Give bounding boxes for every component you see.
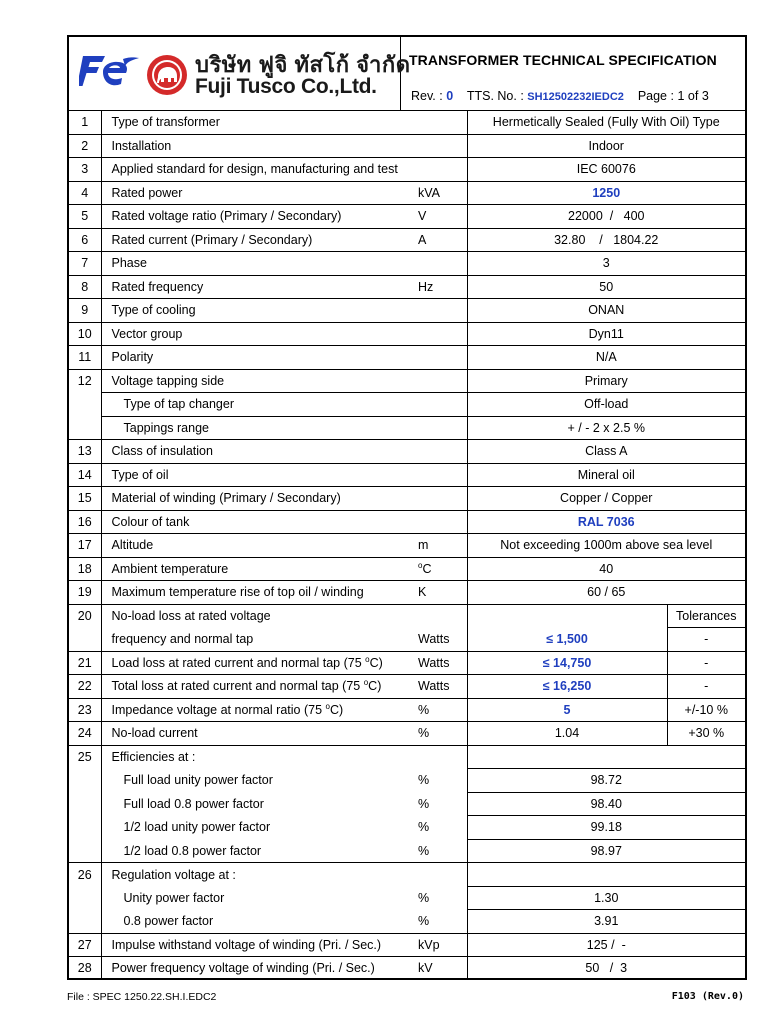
row-unit: % [417, 910, 467, 934]
table-row [69, 463, 745, 487]
row-unit [417, 346, 467, 370]
row-value: Off-load [467, 393, 745, 417]
row-unit [417, 158, 467, 182]
row-tolerance: - [667, 651, 745, 675]
table-row [69, 252, 745, 276]
unit-text: C [422, 561, 432, 576]
row-description: Impulse withstand voltage of winding (Pri. / Sec.) [101, 933, 417, 957]
row-description: 1/2 load unity power factor [123, 820, 271, 835]
row-number: 14 [69, 463, 101, 487]
table-row [69, 628, 745, 652]
row-tolerance: +30 % [667, 722, 745, 746]
row-description: 0.8 power factor [123, 914, 214, 928]
row-number [69, 910, 101, 934]
row-unit [417, 369, 467, 393]
no-load-loss-value: ≤ 1,500 [546, 632, 588, 646]
row-description: Maximum temperature rise of top oil / winding [101, 581, 417, 605]
total-loss-value: ≤ 16,250 [467, 675, 667, 699]
row-value: 1.30 [467, 886, 745, 910]
row-unit: A [417, 228, 467, 252]
row-value: Dyn11 [467, 322, 745, 346]
table-row [69, 675, 745, 699]
row-number [69, 393, 101, 417]
row-value: 99.18 [467, 816, 745, 840]
row-number: 12 [69, 369, 101, 393]
row-description: No-load loss at rated voltage [101, 604, 417, 628]
row-value: 50 [467, 275, 745, 299]
row-description: Colour of tank [101, 510, 417, 534]
tts-number: SH12502232IEDC2 [527, 91, 624, 103]
table-row [69, 792, 745, 816]
row-unit: % [417, 698, 467, 722]
row-unit: kVA [417, 181, 467, 205]
spec-sheet [67, 35, 747, 980]
row-description: Phase [101, 252, 417, 276]
row-value: Class A [467, 440, 745, 464]
row-tolerance: - [667, 675, 745, 699]
row-unit: kVp [417, 933, 467, 957]
document-meta [411, 89, 709, 103]
row-number: 9 [69, 299, 101, 323]
desc-text: Load loss at rated current and normal tap (75 [111, 655, 366, 670]
row-unit [417, 863, 467, 887]
footer-form-number: F103 (Rev.0) [671, 991, 744, 1002]
row-unit [417, 487, 467, 511]
tank-colour-value: RAL 7036 [467, 510, 745, 534]
rev-label: Rev. : [411, 89, 443, 103]
row-number: 25 [69, 745, 101, 769]
row-number: 4 [69, 181, 101, 205]
row-value: Copper / Copper [467, 487, 745, 511]
row-number: 22 [69, 675, 101, 699]
table-row [69, 440, 745, 464]
row-description: Regulation voltage at : [101, 863, 417, 887]
table-row [69, 205, 745, 229]
row-unit: Watts [417, 628, 467, 652]
row-value: Primary [467, 369, 745, 393]
row-description [101, 651, 417, 675]
row-description: Voltage tapping side [101, 369, 417, 393]
row-number: 8 [69, 275, 101, 299]
row-description: Class of insulation [101, 440, 417, 464]
table-row [69, 722, 745, 746]
row-description: Material of winding (Primary / Secondary) [101, 487, 417, 511]
row-unit: K [417, 581, 467, 605]
row-description: Full load unity power factor [123, 773, 273, 788]
row-description [101, 698, 417, 722]
row-value: 60 / 65 [467, 581, 745, 605]
row-description: Ambient temperature [101, 557, 417, 581]
row-unit [417, 393, 467, 417]
row-unit: V [417, 205, 467, 229]
row-description: Type of tap changer [101, 393, 417, 417]
table-row [69, 769, 745, 793]
row-value: 98.72 [467, 769, 745, 793]
row-unit [417, 111, 467, 135]
row-number: 20 [69, 604, 101, 628]
row-number: 5 [69, 205, 101, 229]
value-secondary: 1804.22 [613, 232, 659, 247]
table-row [69, 346, 745, 370]
row-number: 10 [69, 322, 101, 346]
row-value: 3.91 [467, 910, 745, 934]
page-of: of [687, 89, 699, 103]
row-unit: % [417, 769, 467, 793]
row-number: 27 [69, 933, 101, 957]
row-unit: % [417, 722, 467, 746]
table-row [69, 910, 745, 934]
tts-label: TTS. No. : [466, 89, 524, 103]
page-separator: : [670, 89, 674, 103]
row-number [69, 792, 101, 816]
row-number: 15 [69, 487, 101, 511]
value-secondary: - [621, 937, 626, 952]
row-description: Type of cooling [101, 299, 417, 323]
tolerances-header: Tolerances [667, 604, 745, 628]
table-row [69, 604, 745, 628]
row-description: Power frequency voltage of winding (Pri. / Sec.) [101, 957, 417, 980]
row-description: Full load 0.8 power factor [123, 796, 264, 811]
table-row [69, 369, 745, 393]
row-value: Hermetically Sealed (Fully With Oil) Type [467, 111, 745, 135]
impedance-value: 5 [467, 698, 667, 722]
row-description [101, 675, 417, 699]
row-description: Rated frequency [101, 275, 417, 299]
row-tolerance: - [667, 628, 745, 652]
table-row [69, 933, 745, 957]
row-description: frequency and normal tap [111, 632, 254, 646]
table-row [69, 111, 745, 135]
row-value: 40 [467, 557, 745, 581]
table-row [69, 745, 745, 769]
row-unit [417, 557, 467, 581]
row-value: + / - 2 x 2.5 % [467, 416, 745, 440]
specification-table [69, 110, 745, 980]
row-description: Rated current (Primary / Secondary) [101, 228, 417, 252]
value-separator: / [609, 209, 614, 224]
row-description: Rated voltage ratio (Primary / Secondary) [101, 205, 417, 229]
table-row [69, 816, 745, 840]
fe-logo-icon [79, 54, 141, 88]
rev-value: 0 [446, 89, 454, 103]
row-description: Vector group [101, 322, 417, 346]
row-unit: % [417, 839, 467, 863]
value-secondary: 3 [620, 961, 628, 976]
row-number [69, 816, 101, 840]
company-name-thai: บริษัท ฟูจิ ทัสโก้ จำกัด [195, 52, 411, 77]
row-value: IEC 60076 [467, 158, 745, 182]
load-loss-value: ≤ 14,750 [467, 651, 667, 675]
row-unit [417, 745, 467, 769]
row-unit: m [417, 534, 467, 558]
row-description: Rated power [101, 181, 417, 205]
row-number: 23 [69, 698, 101, 722]
row-unit [417, 252, 467, 276]
row-unit [417, 604, 467, 628]
row-number: 6 [69, 228, 101, 252]
row-description: Altitude [101, 534, 417, 558]
footer-file-reference: File : SPEC 1250.22.SH.I.EDC2 [67, 991, 217, 1003]
row-unit: Watts [417, 651, 467, 675]
degree-superscript: o [325, 701, 330, 711]
row-number [69, 628, 101, 652]
row-number: 24 [69, 722, 101, 746]
row-description: Polarity [101, 346, 417, 370]
row-unit [417, 134, 467, 158]
row-number: 2 [69, 134, 101, 158]
row-number [69, 769, 101, 793]
value-primary: 125 [586, 937, 608, 952]
row-value [467, 957, 745, 980]
table-row [69, 228, 745, 252]
row-unit: Hz [417, 275, 467, 299]
row-unit [417, 322, 467, 346]
table-row [69, 651, 745, 675]
value-secondary: 400 [623, 209, 645, 224]
row-description: Type of transformer [101, 111, 417, 135]
row-description: Unity power factor [123, 890, 225, 905]
desc-text: Impedance voltage at normal ratio (75 [111, 702, 326, 717]
value-separator: / [599, 232, 603, 247]
value-primary: 32.80 [554, 232, 586, 247]
table-row [69, 534, 745, 558]
value-separator: / [611, 937, 615, 952]
table-row [69, 839, 745, 863]
value-primary: 22000 [568, 209, 603, 224]
row-description: No-load current [101, 722, 417, 746]
row-number: 3 [69, 158, 101, 182]
row-number: 11 [69, 346, 101, 370]
company-logo-area [69, 37, 411, 110]
row-description: Tappings range [101, 416, 417, 440]
degree-superscript: o [365, 654, 370, 664]
table-row [69, 416, 745, 440]
row-tolerance: +/-10 % [667, 698, 745, 722]
desc-text-end: C) [368, 679, 382, 694]
document-title: TRANSFORMER TECHNICAL SPECIFICATION [409, 52, 717, 68]
table-row [69, 557, 745, 581]
document-header [69, 37, 745, 111]
row-description: Applied standard for design, manufacturing and test [101, 158, 417, 182]
row-unit [417, 440, 467, 464]
table-row [69, 581, 745, 605]
table-row [69, 322, 745, 346]
row-unit [417, 299, 467, 323]
row-value [467, 863, 745, 887]
page-current: 1 [677, 89, 685, 103]
table-row [69, 510, 745, 534]
row-number: 13 [69, 440, 101, 464]
row-number: 16 [69, 510, 101, 534]
row-unit: % [417, 792, 467, 816]
table-row [69, 487, 745, 511]
row-number [69, 886, 101, 910]
row-value [467, 604, 667, 628]
row-number: 19 [69, 581, 101, 605]
row-description: Installation [101, 134, 417, 158]
row-value: 3 [467, 252, 745, 276]
row-unit [417, 416, 467, 440]
rated-power-value: 1250 [467, 181, 745, 205]
table-row [69, 181, 745, 205]
row-unit: % [417, 816, 467, 840]
row-value: Mineral oil [467, 463, 745, 487]
row-value [467, 745, 745, 769]
row-value: 98.40 [467, 792, 745, 816]
table-row [69, 299, 745, 323]
table-row [69, 698, 745, 722]
row-number [69, 839, 101, 863]
row-value: 98.97 [467, 839, 745, 863]
row-unit: kV [417, 957, 467, 980]
row-description: 1/2 load 0.8 power factor [123, 843, 262, 858]
row-unit: % [417, 886, 467, 910]
row-number: 1 [69, 111, 101, 135]
desc-text: Total loss at rated current and normal tap (75 [111, 679, 364, 694]
row-value [467, 205, 745, 229]
table-row [69, 158, 745, 182]
row-value: ONAN [467, 299, 745, 323]
table-row [69, 886, 745, 910]
row-value [467, 228, 745, 252]
company-name-english: Fuji Tusco Co.,Ltd. [195, 75, 377, 98]
row-number [69, 416, 101, 440]
table-row [69, 134, 745, 158]
row-description: Efficiencies at : [101, 745, 417, 769]
value-primary: 50 [585, 961, 600, 976]
row-value: 1.04 [467, 722, 667, 746]
row-number: 26 [69, 863, 101, 887]
table-row [69, 863, 745, 887]
row-unit [417, 463, 467, 487]
desc-text-end: C) [329, 702, 344, 717]
row-number: 28 [69, 957, 101, 980]
row-value [467, 933, 745, 957]
page-total: 3 [701, 89, 709, 103]
row-description: Type of oil [101, 463, 417, 487]
row-number: 21 [69, 651, 101, 675]
desc-text-end: C) [369, 655, 383, 670]
row-number: 18 [69, 557, 101, 581]
table-row [69, 393, 745, 417]
table-row [69, 957, 745, 980]
degree-superscript: o [418, 560, 423, 570]
page-label: Page [637, 89, 668, 103]
row-value: Indoor [467, 134, 745, 158]
row-number: 7 [69, 252, 101, 276]
row-value: N/A [467, 346, 745, 370]
row-number: 17 [69, 534, 101, 558]
row-unit [417, 510, 467, 534]
row-unit: Watts [417, 675, 467, 699]
row-value: Not exceeding 1000m above sea level [467, 534, 745, 558]
table-row [69, 275, 745, 299]
value-separator: / [609, 961, 614, 976]
elephant-emblem-icon [145, 53, 189, 97]
degree-superscript: o [363, 678, 369, 688]
